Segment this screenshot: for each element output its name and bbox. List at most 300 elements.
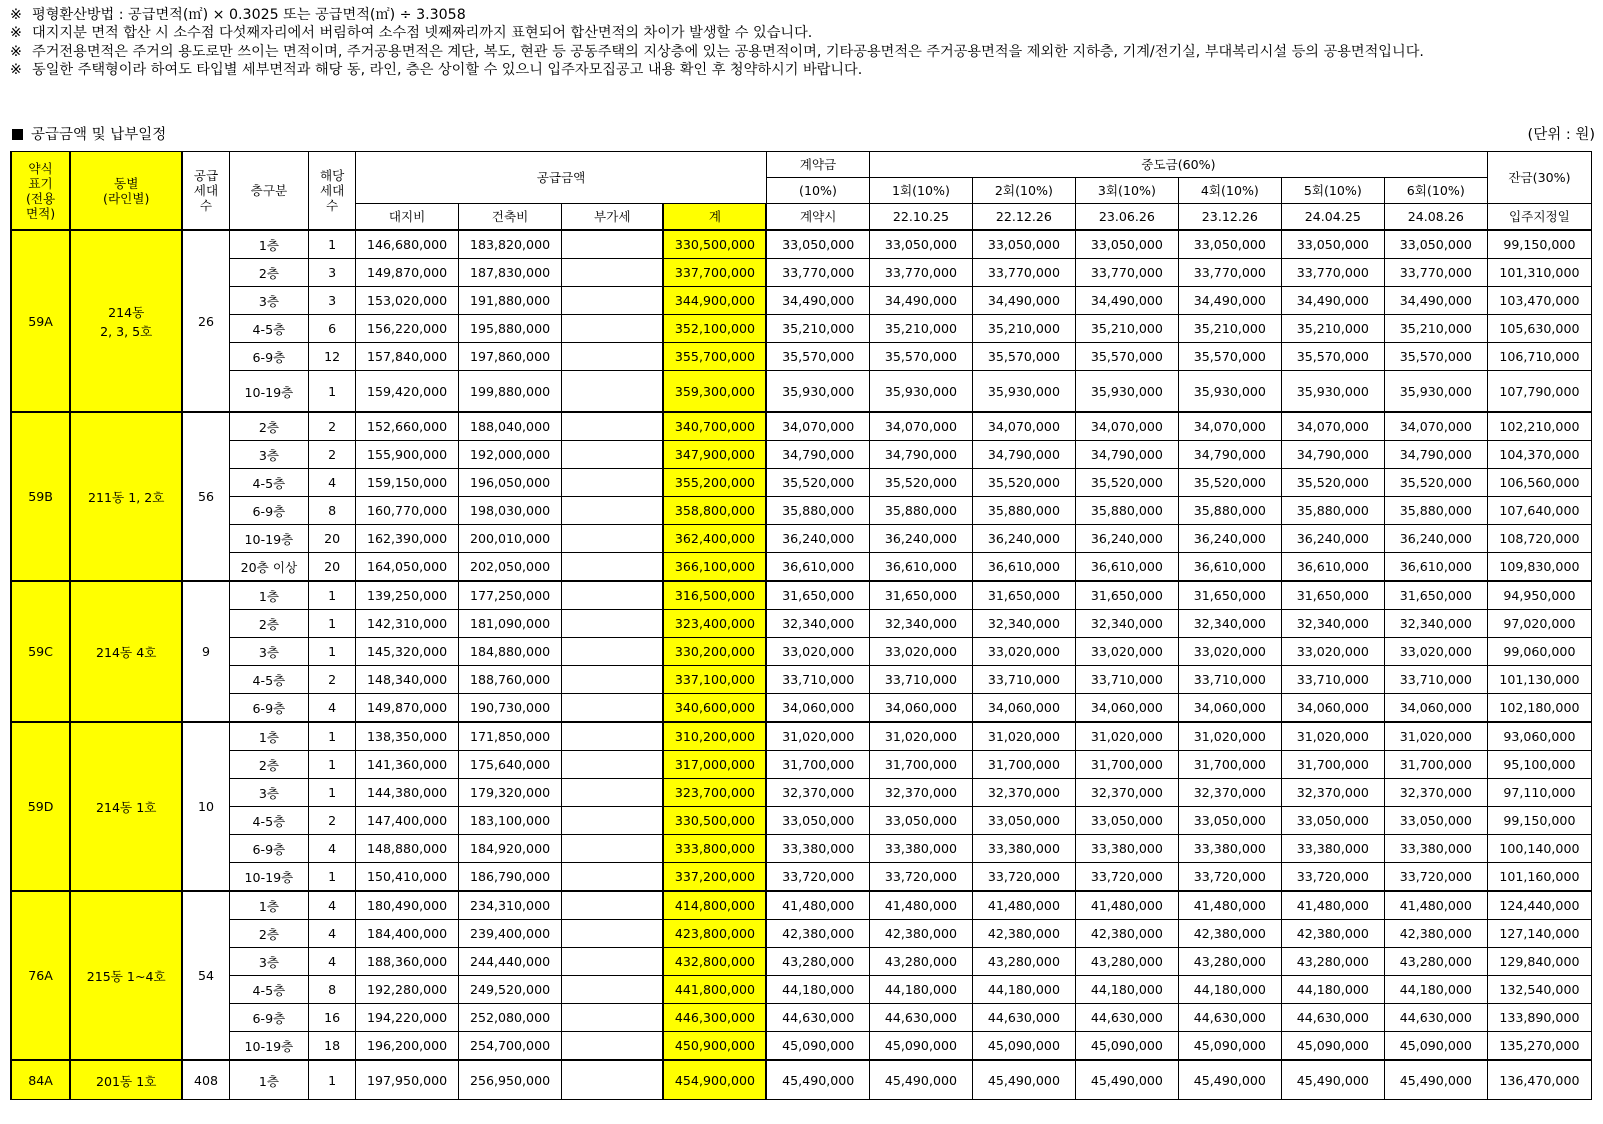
installment-cell: 31,650,000 bbox=[1178, 581, 1281, 610]
installment-cell: 45,490,000 bbox=[1075, 1060, 1178, 1100]
installment-cell: 31,020,000 bbox=[1075, 722, 1178, 751]
deposit-cell: 35,570,000 bbox=[766, 343, 869, 371]
installment-cell: 45,090,000 bbox=[1075, 1032, 1178, 1061]
balance-cell: 95,100,000 bbox=[1487, 751, 1591, 779]
land-cell: 157,840,000 bbox=[356, 343, 459, 371]
installment-cell: 33,770,000 bbox=[869, 259, 972, 287]
table-row bbox=[11, 343, 1592, 371]
installment-cell: 44,630,000 bbox=[869, 1004, 972, 1032]
deposit-cell: 32,370,000 bbox=[766, 779, 869, 807]
floor-cell: 4-5층 bbox=[229, 976, 309, 1004]
balance-cell: 99,060,000 bbox=[1487, 638, 1591, 666]
note-mark: ※ bbox=[10, 62, 22, 79]
installment-cell: 33,710,000 bbox=[1075, 666, 1178, 694]
installment-cell: 33,020,000 bbox=[972, 638, 1075, 666]
vat-cell bbox=[562, 610, 664, 638]
installment-cell: 35,210,000 bbox=[1178, 315, 1281, 343]
installment-cell: 31,650,000 bbox=[972, 581, 1075, 610]
installment-cell: 45,490,000 bbox=[1281, 1060, 1384, 1100]
floor-cell: 6-9층 bbox=[229, 694, 309, 723]
installment-cell: 36,240,000 bbox=[869, 525, 972, 553]
total-cell: 414,800,000 bbox=[663, 891, 766, 920]
installment-cell: 42,380,000 bbox=[972, 920, 1075, 948]
building-cell: 234,310,000 bbox=[459, 891, 562, 920]
installment-cell: 34,490,000 bbox=[1281, 287, 1384, 315]
installment-cell: 35,880,000 bbox=[869, 497, 972, 525]
deposit-cell: 35,930,000 bbox=[766, 371, 869, 413]
land-cell: 156,220,000 bbox=[356, 315, 459, 343]
building-cell: 192,000,000 bbox=[459, 441, 562, 469]
installment-cell: 44,630,000 bbox=[1281, 1004, 1384, 1032]
installment-cell: 34,060,000 bbox=[972, 694, 1075, 723]
installment-cell: 42,380,000 bbox=[1281, 920, 1384, 948]
installment-cell: 35,520,000 bbox=[869, 469, 972, 497]
floor-cell: 4-5층 bbox=[229, 807, 309, 835]
installment-cell: 33,380,000 bbox=[1075, 835, 1178, 863]
unit-label: (단위 : 원) bbox=[1527, 127, 1595, 143]
floor-cell: 3층 bbox=[229, 779, 309, 807]
vat-cell bbox=[562, 1032, 664, 1061]
dong-cell: 214동 2, 3, 5호 bbox=[70, 230, 182, 412]
vat-cell bbox=[562, 722, 664, 751]
installment-cell: 34,060,000 bbox=[1384, 694, 1487, 723]
installment-cell: 33,720,000 bbox=[1281, 863, 1384, 892]
table-row bbox=[11, 722, 1592, 751]
count-cell: 16 bbox=[309, 1004, 356, 1032]
installment-cell: 32,340,000 bbox=[869, 610, 972, 638]
dong-cell: 211동 1, 2호 bbox=[70, 412, 182, 581]
header-installment: 6회(10%) bbox=[1384, 178, 1487, 204]
building-cell: 184,880,000 bbox=[459, 638, 562, 666]
vat-cell bbox=[562, 751, 664, 779]
installment-cell: 44,630,000 bbox=[972, 1004, 1075, 1032]
installment-cell: 31,650,000 bbox=[1281, 581, 1384, 610]
table-row bbox=[11, 259, 1592, 287]
note-line bbox=[10, 24, 1590, 42]
table-row bbox=[11, 1060, 1592, 1100]
header-installment-date: 22.12.26 bbox=[972, 204, 1075, 231]
installment-cell: 33,720,000 bbox=[1384, 863, 1487, 892]
floor-cell: 3층 bbox=[229, 441, 309, 469]
land-cell: 142,310,000 bbox=[356, 610, 459, 638]
installment-cell: 32,370,000 bbox=[1178, 779, 1281, 807]
installment-cell: 45,090,000 bbox=[1178, 1032, 1281, 1061]
installment-cell: 36,240,000 bbox=[972, 525, 1075, 553]
count-cell: 1 bbox=[309, 610, 356, 638]
installment-cell: 33,020,000 bbox=[869, 638, 972, 666]
installment-cell: 33,050,000 bbox=[1281, 807, 1384, 835]
building-cell: 197,860,000 bbox=[459, 343, 562, 371]
installment-cell: 44,630,000 bbox=[1178, 1004, 1281, 1032]
header-installment-date: 22.10.25 bbox=[869, 204, 972, 231]
installment-cell: 35,880,000 bbox=[1075, 497, 1178, 525]
installment-cell: 35,210,000 bbox=[1281, 315, 1384, 343]
header-count: 해당 세대 수 bbox=[309, 152, 356, 231]
installment-cell: 32,340,000 bbox=[1178, 610, 1281, 638]
vat-cell bbox=[562, 807, 664, 835]
installment-cell: 42,380,000 bbox=[869, 920, 972, 948]
installment-cell: 45,090,000 bbox=[869, 1032, 972, 1061]
section-header bbox=[12, 121, 1595, 145]
installment-cell: 32,370,000 bbox=[1075, 779, 1178, 807]
count-cell: 2 bbox=[309, 441, 356, 469]
balance-cell: 109,830,000 bbox=[1487, 553, 1591, 582]
dong-cell: 214동 1호 bbox=[70, 722, 182, 891]
vat-cell bbox=[562, 469, 664, 497]
building-cell: 244,440,000 bbox=[459, 948, 562, 976]
count-cell: 4 bbox=[309, 920, 356, 948]
header-deposit-pct: (10%) bbox=[766, 178, 869, 204]
total-cell: 337,100,000 bbox=[663, 666, 766, 694]
type-cell: 59B bbox=[11, 412, 70, 581]
balance-cell: 101,130,000 bbox=[1487, 666, 1591, 694]
vat-cell bbox=[562, 891, 664, 920]
balance-cell: 107,640,000 bbox=[1487, 497, 1591, 525]
vat-cell bbox=[562, 581, 664, 610]
deposit-cell: 44,180,000 bbox=[766, 976, 869, 1004]
installment-cell: 31,020,000 bbox=[972, 722, 1075, 751]
total-cell: 317,000,000 bbox=[663, 751, 766, 779]
installment-cell: 34,790,000 bbox=[1075, 441, 1178, 469]
floor-cell: 10-19층 bbox=[229, 863, 309, 892]
installment-cell: 32,370,000 bbox=[1384, 779, 1487, 807]
header-vat: 부가세 bbox=[562, 204, 664, 231]
note-line bbox=[10, 61, 1590, 79]
installment-cell: 35,880,000 bbox=[1281, 497, 1384, 525]
deposit-cell: 41,480,000 bbox=[766, 891, 869, 920]
vat-cell bbox=[562, 835, 664, 863]
installment-cell: 33,770,000 bbox=[1281, 259, 1384, 287]
installment-cell: 35,520,000 bbox=[972, 469, 1075, 497]
building-cell: 191,880,000 bbox=[459, 287, 562, 315]
installment-cell: 33,050,000 bbox=[1384, 230, 1487, 259]
installment-cell: 35,570,000 bbox=[1281, 343, 1384, 371]
header-type: 약식 표기 (전용 면적) bbox=[11, 152, 70, 231]
land-cell: 197,950,000 bbox=[356, 1060, 459, 1100]
header-installment-date: 23.06.26 bbox=[1075, 204, 1178, 231]
installment-cell: 35,570,000 bbox=[1178, 343, 1281, 371]
units-cell: 54 bbox=[182, 891, 229, 1060]
installment-cell: 33,380,000 bbox=[1281, 835, 1384, 863]
deposit-cell: 31,650,000 bbox=[766, 581, 869, 610]
land-cell: 155,900,000 bbox=[356, 441, 459, 469]
land-cell: 153,020,000 bbox=[356, 287, 459, 315]
count-cell: 6 bbox=[309, 315, 356, 343]
vat-cell bbox=[562, 779, 664, 807]
note-text: 평형환산방법 : 공급면적(㎡) × 0.3025 또는 공급면적(㎡) ÷ 3.3058 bbox=[32, 7, 466, 23]
deposit-cell: 33,770,000 bbox=[766, 259, 869, 287]
floor-cell: 3층 bbox=[229, 638, 309, 666]
table-row bbox=[11, 948, 1592, 976]
land-cell: 146,680,000 bbox=[356, 230, 459, 259]
installment-cell: 31,700,000 bbox=[1384, 751, 1487, 779]
deposit-cell: 45,090,000 bbox=[766, 1032, 869, 1061]
installment-cell: 31,650,000 bbox=[869, 581, 972, 610]
installment-cell: 33,770,000 bbox=[972, 259, 1075, 287]
table-row bbox=[11, 863, 1592, 892]
total-cell: 355,700,000 bbox=[663, 343, 766, 371]
units-cell: 10 bbox=[182, 722, 229, 891]
count-cell: 18 bbox=[309, 1032, 356, 1061]
note-mark: ※ bbox=[10, 25, 22, 42]
header-installment: 2회(10%) bbox=[972, 178, 1075, 204]
count-cell: 8 bbox=[309, 497, 356, 525]
installment-cell: 34,490,000 bbox=[1075, 287, 1178, 315]
installment-cell: 36,610,000 bbox=[1075, 553, 1178, 582]
dong-cell: 214동 4호 bbox=[70, 581, 182, 722]
building-cell: 198,030,000 bbox=[459, 497, 562, 525]
installment-cell: 34,490,000 bbox=[1178, 287, 1281, 315]
total-cell: 316,500,000 bbox=[663, 581, 766, 610]
installment-cell: 44,180,000 bbox=[1384, 976, 1487, 1004]
installment-cell: 44,630,000 bbox=[1075, 1004, 1178, 1032]
total-cell: 330,500,000 bbox=[663, 807, 766, 835]
total-cell: 347,900,000 bbox=[663, 441, 766, 469]
installment-cell: 33,710,000 bbox=[1384, 666, 1487, 694]
land-cell: 162,390,000 bbox=[356, 525, 459, 553]
vat-cell bbox=[562, 920, 664, 948]
table-row bbox=[11, 469, 1592, 497]
installment-cell: 36,610,000 bbox=[1281, 553, 1384, 582]
land-cell: 148,880,000 bbox=[356, 835, 459, 863]
balance-cell: 94,950,000 bbox=[1487, 581, 1591, 610]
table-row bbox=[11, 230, 1592, 259]
count-cell: 1 bbox=[309, 751, 356, 779]
count-cell: 8 bbox=[309, 976, 356, 1004]
header-floor: 층구분 bbox=[229, 152, 309, 231]
deposit-cell: 44,630,000 bbox=[766, 1004, 869, 1032]
count-cell: 3 bbox=[309, 259, 356, 287]
installment-cell: 35,210,000 bbox=[869, 315, 972, 343]
total-cell: 446,300,000 bbox=[663, 1004, 766, 1032]
count-cell: 1 bbox=[309, 230, 356, 259]
vat-cell bbox=[562, 315, 664, 343]
total-cell: 323,400,000 bbox=[663, 610, 766, 638]
deposit-cell: 33,050,000 bbox=[766, 230, 869, 259]
installment-cell: 34,070,000 bbox=[1075, 412, 1178, 441]
header-dong: 동별 (라인별) bbox=[70, 152, 182, 231]
building-cell: 200,010,000 bbox=[459, 525, 562, 553]
balance-cell: 99,150,000 bbox=[1487, 230, 1591, 259]
dong-cell: 215동 1~4호 bbox=[70, 891, 182, 1060]
installment-cell: 34,060,000 bbox=[1281, 694, 1384, 723]
land-cell: 148,340,000 bbox=[356, 666, 459, 694]
land-cell: 152,660,000 bbox=[356, 412, 459, 441]
header-supply-price: 공급금액 bbox=[356, 152, 767, 204]
installment-cell: 36,610,000 bbox=[1178, 553, 1281, 582]
installment-cell: 33,020,000 bbox=[1178, 638, 1281, 666]
count-cell: 20 bbox=[309, 553, 356, 582]
balance-cell: 107,790,000 bbox=[1487, 371, 1591, 413]
installment-cell: 34,060,000 bbox=[869, 694, 972, 723]
installment-cell: 34,790,000 bbox=[1384, 441, 1487, 469]
installment-cell: 32,340,000 bbox=[1075, 610, 1178, 638]
installment-cell: 34,070,000 bbox=[1384, 412, 1487, 441]
installment-cell: 34,790,000 bbox=[972, 441, 1075, 469]
land-cell: 184,400,000 bbox=[356, 920, 459, 948]
installment-cell: 34,060,000 bbox=[1178, 694, 1281, 723]
price-table bbox=[10, 151, 1592, 1100]
installment-cell: 33,710,000 bbox=[869, 666, 972, 694]
table-row bbox=[11, 441, 1592, 469]
table-row bbox=[11, 581, 1592, 610]
total-cell: 323,700,000 bbox=[663, 779, 766, 807]
floor-cell: 6-9층 bbox=[229, 1004, 309, 1032]
count-cell: 2 bbox=[309, 807, 356, 835]
header-building: 건축비 bbox=[459, 204, 562, 231]
balance-cell: 133,890,000 bbox=[1487, 1004, 1591, 1032]
total-cell: 340,600,000 bbox=[663, 694, 766, 723]
installment-cell: 34,070,000 bbox=[1178, 412, 1281, 441]
table-row bbox=[11, 891, 1592, 920]
building-cell: 171,850,000 bbox=[459, 722, 562, 751]
table-row bbox=[11, 779, 1592, 807]
installment-cell: 43,280,000 bbox=[1384, 948, 1487, 976]
vat-cell bbox=[562, 638, 664, 666]
installment-cell: 33,050,000 bbox=[972, 807, 1075, 835]
installment-cell: 33,770,000 bbox=[1075, 259, 1178, 287]
count-cell: 1 bbox=[309, 863, 356, 892]
total-cell: 337,200,000 bbox=[663, 863, 766, 892]
deposit-cell: 36,240,000 bbox=[766, 525, 869, 553]
balance-cell: 97,110,000 bbox=[1487, 779, 1591, 807]
installment-cell: 44,180,000 bbox=[972, 976, 1075, 1004]
floor-cell: 20층 이상 bbox=[229, 553, 309, 582]
vat-cell bbox=[562, 525, 664, 553]
floor-cell: 2층 bbox=[229, 920, 309, 948]
header-installment-date: 23.12.26 bbox=[1178, 204, 1281, 231]
building-cell: 175,640,000 bbox=[459, 751, 562, 779]
deposit-cell: 42,380,000 bbox=[766, 920, 869, 948]
section-title: 공급금액 및 납부일정 bbox=[31, 127, 167, 143]
floor-cell: 1층 bbox=[229, 891, 309, 920]
square-bullet-icon bbox=[12, 129, 23, 140]
installment-cell: 35,210,000 bbox=[1384, 315, 1487, 343]
notes bbox=[10, 6, 1590, 80]
installment-cell: 32,340,000 bbox=[972, 610, 1075, 638]
installment-cell: 41,480,000 bbox=[972, 891, 1075, 920]
building-cell: 196,050,000 bbox=[459, 469, 562, 497]
installment-cell: 31,020,000 bbox=[1384, 722, 1487, 751]
building-cell: 187,830,000 bbox=[459, 259, 562, 287]
balance-cell: 101,160,000 bbox=[1487, 863, 1591, 892]
installment-cell: 35,570,000 bbox=[869, 343, 972, 371]
building-cell: 239,400,000 bbox=[459, 920, 562, 948]
balance-cell: 102,210,000 bbox=[1487, 412, 1591, 441]
installment-cell: 45,490,000 bbox=[1178, 1060, 1281, 1100]
type-cell: 59D bbox=[11, 722, 70, 891]
installment-cell: 35,520,000 bbox=[1384, 469, 1487, 497]
count-cell: 4 bbox=[309, 835, 356, 863]
installment-cell: 34,790,000 bbox=[1178, 441, 1281, 469]
vat-cell bbox=[562, 259, 664, 287]
total-cell: 423,800,000 bbox=[663, 920, 766, 948]
table-row bbox=[11, 694, 1592, 723]
building-cell: 183,820,000 bbox=[459, 230, 562, 259]
type-cell: 59A bbox=[11, 230, 70, 412]
installment-cell: 34,060,000 bbox=[1075, 694, 1178, 723]
floor-cell: 1층 bbox=[229, 722, 309, 751]
count-cell: 1 bbox=[309, 638, 356, 666]
installment-cell: 35,930,000 bbox=[1075, 371, 1178, 413]
installment-cell: 31,020,000 bbox=[869, 722, 972, 751]
deposit-cell: 45,490,000 bbox=[766, 1060, 869, 1100]
vat-cell bbox=[562, 441, 664, 469]
building-cell: 249,520,000 bbox=[459, 976, 562, 1004]
units-cell: 9 bbox=[182, 581, 229, 722]
balance-cell: 106,560,000 bbox=[1487, 469, 1591, 497]
table-row bbox=[11, 920, 1592, 948]
installment-cell: 35,880,000 bbox=[972, 497, 1075, 525]
installment-cell: 45,090,000 bbox=[1281, 1032, 1384, 1061]
note-line bbox=[10, 6, 1590, 24]
table-body bbox=[11, 230, 1592, 1100]
deposit-cell: 36,610,000 bbox=[766, 553, 869, 582]
installment-cell: 33,020,000 bbox=[1075, 638, 1178, 666]
header-row-1 bbox=[11, 152, 1592, 178]
balance-cell: 101,310,000 bbox=[1487, 259, 1591, 287]
installment-cell: 35,930,000 bbox=[1281, 371, 1384, 413]
deposit-cell: 35,520,000 bbox=[766, 469, 869, 497]
balance-cell: 100,140,000 bbox=[1487, 835, 1591, 863]
total-cell: 432,800,000 bbox=[663, 948, 766, 976]
total-cell: 352,100,000 bbox=[663, 315, 766, 343]
installment-cell: 43,280,000 bbox=[869, 948, 972, 976]
balance-cell: 103,470,000 bbox=[1487, 287, 1591, 315]
floor-cell: 3층 bbox=[229, 948, 309, 976]
installment-cell: 33,050,000 bbox=[1075, 230, 1178, 259]
note-mark: ※ bbox=[10, 43, 22, 60]
installment-cell: 33,380,000 bbox=[1178, 835, 1281, 863]
floor-cell: 2층 bbox=[229, 751, 309, 779]
floor-cell: 10-19층 bbox=[229, 371, 309, 413]
header-deposit: 계약금 bbox=[766, 152, 869, 178]
installment-cell: 35,880,000 bbox=[1178, 497, 1281, 525]
balance-cell: 136,470,000 bbox=[1487, 1060, 1591, 1100]
installment-cell: 42,380,000 bbox=[1075, 920, 1178, 948]
building-cell: 256,950,000 bbox=[459, 1060, 562, 1100]
header-deposit-when: 계약시 bbox=[766, 204, 869, 231]
land-cell: 192,280,000 bbox=[356, 976, 459, 1004]
land-cell: 164,050,000 bbox=[356, 553, 459, 582]
total-cell: 330,500,000 bbox=[663, 230, 766, 259]
installment-cell: 33,720,000 bbox=[972, 863, 1075, 892]
installment-cell: 44,180,000 bbox=[1178, 976, 1281, 1004]
installment-cell: 33,050,000 bbox=[869, 230, 972, 259]
installment-cell: 33,050,000 bbox=[1178, 230, 1281, 259]
building-cell: 190,730,000 bbox=[459, 694, 562, 723]
installment-cell: 36,240,000 bbox=[1075, 525, 1178, 553]
land-cell: 141,360,000 bbox=[356, 751, 459, 779]
floor-cell: 4-5층 bbox=[229, 469, 309, 497]
header-balance: 잔금(30%) bbox=[1487, 152, 1591, 204]
units-cell: 408 bbox=[182, 1060, 229, 1100]
installment-cell: 31,700,000 bbox=[972, 751, 1075, 779]
installment-cell: 36,240,000 bbox=[1178, 525, 1281, 553]
count-cell: 2 bbox=[309, 666, 356, 694]
note-text: 동일한 주택형이라 하여도 타입별 세부면적과 해당 동, 라인, 층은 상이할 수 있으니 입주자모집공고 내용 확인 후 청약하시기 바랍니다. bbox=[32, 62, 863, 79]
floor-cell: 4-5층 bbox=[229, 315, 309, 343]
installment-cell: 33,380,000 bbox=[869, 835, 972, 863]
installment-cell: 33,770,000 bbox=[1384, 259, 1487, 287]
building-cell: 181,090,000 bbox=[459, 610, 562, 638]
total-cell: 340,700,000 bbox=[663, 412, 766, 441]
installment-cell: 41,480,000 bbox=[1075, 891, 1178, 920]
installment-cell: 34,790,000 bbox=[1281, 441, 1384, 469]
deposit-cell: 34,490,000 bbox=[766, 287, 869, 315]
building-cell: 195,880,000 bbox=[459, 315, 562, 343]
land-cell: 160,770,000 bbox=[356, 497, 459, 525]
